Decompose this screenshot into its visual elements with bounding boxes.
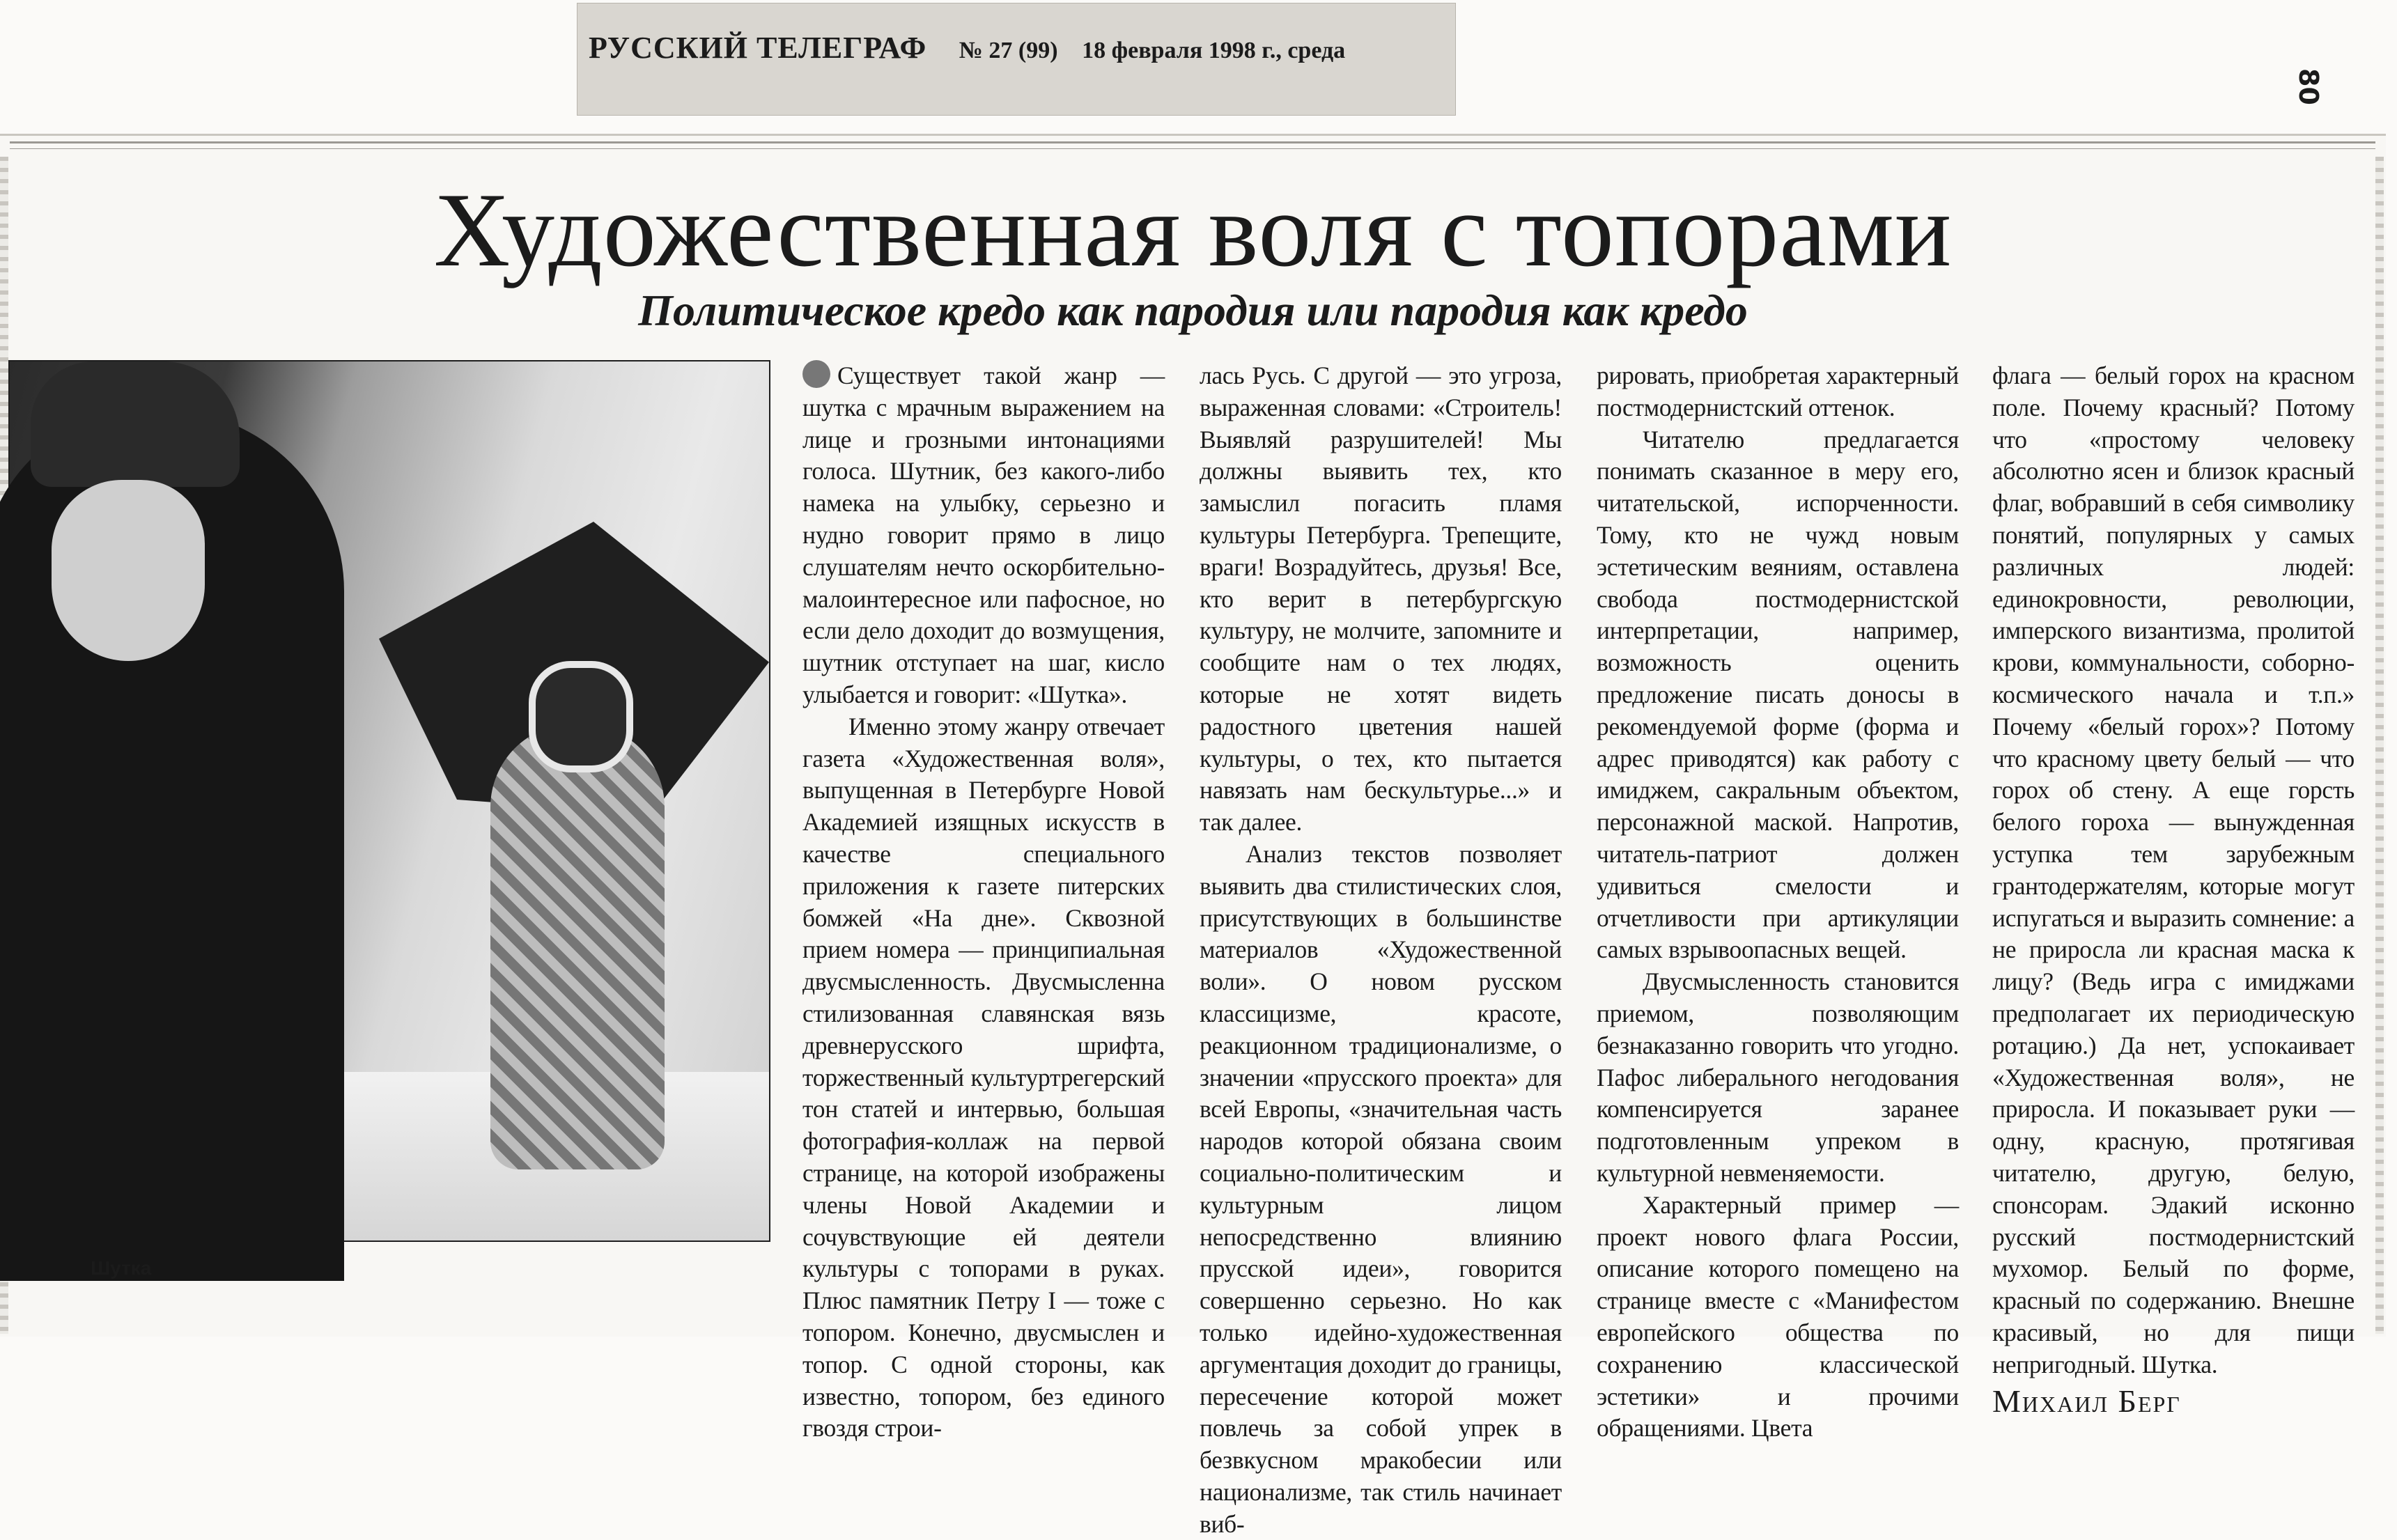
article-column-3 xyxy=(1597,360,1959,1442)
paragraph: лась Русь. С другой — это угроза, выраженная словами: «Строитель! Выявляй разрушителей! Мы должны выявить тех, кто замыслил погасить пламя культуры Петербурга. Трепещите, враги! Возрадуйтесь, друзья! Все, кто верит в петербургскую культуру, не молчите, запомните и сообщите нам о тех людях, которые не хотят видеть радостного цветения нашей культуры, о тех, кто пытается навязать нам бескультурье...» и так далее. xyxy=(1200,361,1562,837)
paragraph-text: Существует такой жанр — шутка с мрачным выражением на лице и грозными интонациями голоса. Шутник, без какого-либо намека на улыбку, серьезно и нудно говорит прямо в лицо слушателям нечто оскорбительно-малоинтересное или пафосное, но если дело доходит до возмущения, шутник отступает на шаг, кисло улыбается и говорит: «Шутка». xyxy=(802,361,1165,708)
photo-soldier-hat xyxy=(31,361,240,487)
issue-date: 18 февраля 1998 г., среда xyxy=(1082,38,1346,63)
paragraph: Именно этому жанру отвечает газета «Художественная воля», выпущенная в Петербурге Новой Академией изящных искусств в качестве специального приложения к газете питерских бомжей «На дне». Сквозной прием номера — принципиальная двусмысленность. Двусмысленна стилизованная славянская вязь древнерусского шрифта, торжественный культуртрегерский тон статей и интервью, большая фотография-коллаж на первой странице, на которой изображены члены Новой Академии и сочувствующие ей деятели культуры с топорами в руках. Плюс памятник Петру I — тоже с топором. Конечно, двусмыслен и топор. С одной стороны, как известно, топором, без единого гвоздя строи- xyxy=(802,712,1165,1442)
newspaper-masthead xyxy=(577,3,1456,116)
issue-number: № 27 (99) xyxy=(959,38,1058,63)
photo-clown-figure xyxy=(490,724,665,1169)
article-title: Художественная воля с топорами xyxy=(433,171,1953,288)
article-column-4 xyxy=(1992,360,2355,1378)
paragraph: Анализ текстов позволяет выявить два стилистических слоя, присутствующих в большинстве материалов «Художественной воли». О новом русском классицизме, красоте, реакционном традиционализме, о значении «прусского проекта» для всей Европы, «значительная часть народов которой обязана своим социально-политическим и культурным лицом непосредственно влиянию прусской идеи», говорится совершенно серьезно. Но как только идейно-художественная аргументация доходит до границы, пересечение которой может повлечь за собой упрек в безвкусном мракобесии или национализме, так стиль начинает виб- xyxy=(1200,839,1562,1538)
photo-clown-head xyxy=(529,661,633,772)
paragraph: флага — белый горох на красном поле. Почему красный? Потому что «простому человеку абсолютно ясен и близок красный флаг, вобравший в себя символику понятий, популярных у самых различных людей: единокровности, революции, имперского византизма, пролитой крови, коммунальности, соборно-космического начала и т.п.» Почему «белый горох»? Потому что красному цвету белый — что горох об стену. А еще горсть белого гороха — вынужденная уступка тем зарубежным грантодержателям, которые могут испугаться и выразить сомнение: а не приросла ли красная маска к лицу? (Ведь игра с имиджами предполагает их периодическую ротацию.) Да нет, успокаивает «Художественная воля», не приросла. И показывает руки — одну, красную, протягивая читателю, другую, белую, спонсорам. Эдакий исконно русский постмодернистский мухомор. Белый по форме, красный по содержанию. Внешне красивый, но для пищи непригодный. Шутка. xyxy=(1992,361,2355,1378)
author-signature: Михаил Берг xyxy=(1992,1383,2181,1419)
paragraph-bullet-icon xyxy=(802,360,830,388)
article-column-2 xyxy=(1200,360,1562,1538)
paragraph: Характерный пример — проект нового флага России, описание которого помещено на странице вместе с «Манифестом европейского общества по сохранению классической эстетики» и прочими обращениями. Цвета xyxy=(1597,1190,1959,1442)
photo-soldier-face xyxy=(52,480,205,661)
paragraph: Двусмысленность становится приемом, позволяющим безнаказанно говорить что угодно. Пафос либерального негодования компенсируется заранее подготовленным упреком в культурной невменяемости. xyxy=(1597,967,1959,1187)
paragraph xyxy=(802,360,1165,711)
page-number: 80 xyxy=(2293,68,2324,105)
article-clipping xyxy=(0,134,2386,1538)
paragraph: Читателю предлагается понимать сказанное в меру его, читательской, испорченности. Тому, кто не чужд новым эстетическим веяниям, оставлена свобода постмодернистской интерпретации, например, возможность оценить предложение писать доносы в рекомендуемой форме (форма и адрес приводятся) как работу с имиджем, сакральным объектом, персонажной маской. Напротив, читатель-патриот должен удивиться смелости и отчетливости при артикуляции самых взрывоопасных вещей. xyxy=(1597,425,1959,964)
article-subtitle: Политическое кредо как пародия или пародия как кредо xyxy=(638,286,1748,335)
paragraph: рировать, приобретая характерный постмодернистский оттенок. xyxy=(1597,361,1959,421)
article-photo xyxy=(8,360,770,1242)
photo-caption: Шутка xyxy=(91,1257,152,1279)
article-column-1 xyxy=(802,360,1165,1442)
newspaper-name: РУССКИЙ ТЕЛЕГРАФ xyxy=(589,31,927,65)
